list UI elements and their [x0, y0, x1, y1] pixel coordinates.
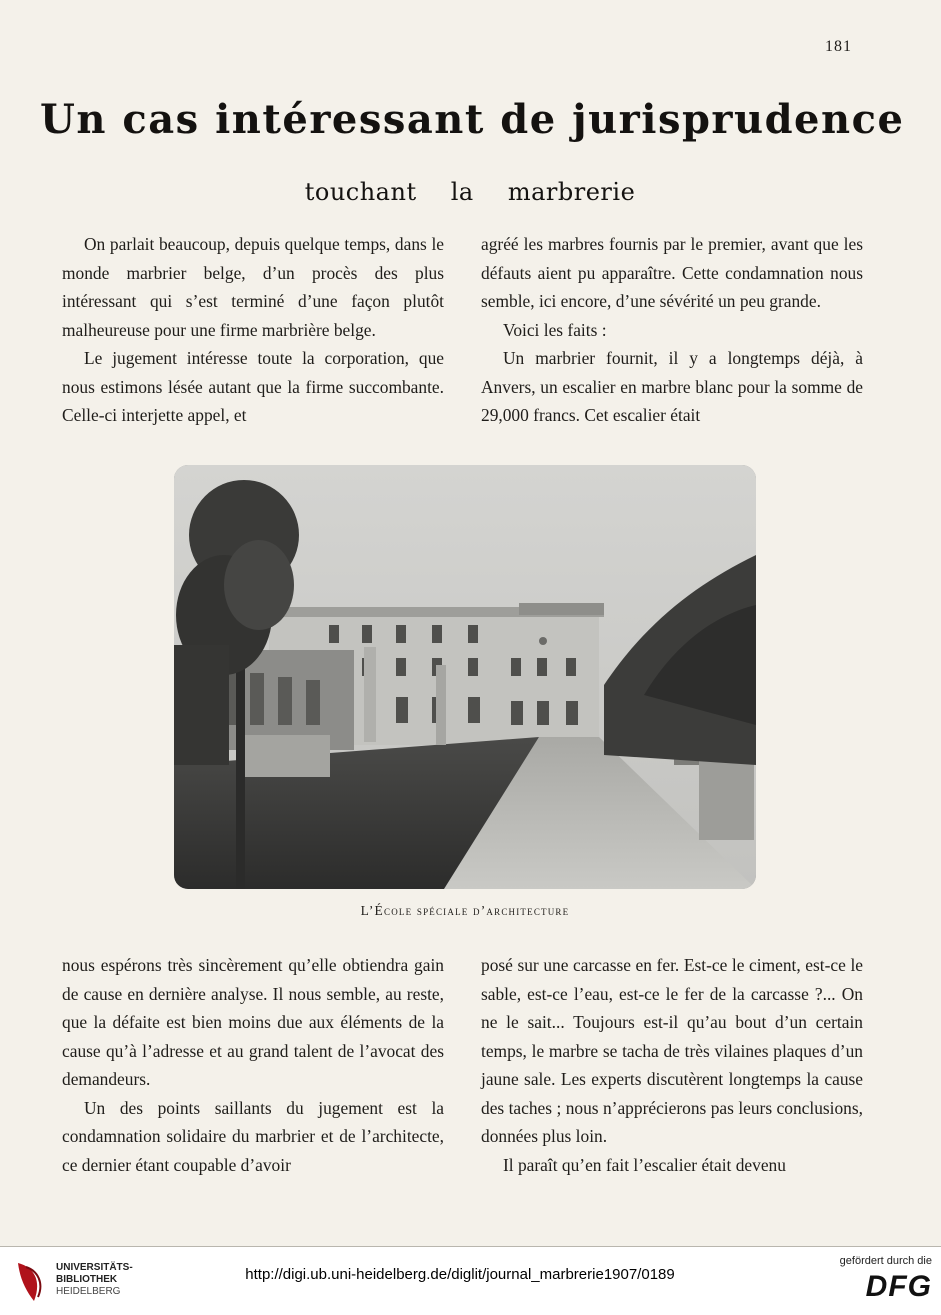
paragraph: Voici les faits :	[503, 319, 607, 340]
page-number: 181	[825, 38, 852, 55]
column-left-top	[62, 230, 444, 430]
viewer-footer	[0, 1246, 941, 1315]
paragraph: On parlait beaucoup, depuis quelque temps, dans le monde marbrier belge, d’un procès des plus intéressant qui s’est terminé d’une façon plutôt malheureuse pour une firme marbrière belge.	[62, 234, 444, 340]
paragraph: Un des points saillants du jugement est la condamnation solidaire du marbrier et de l’architecte, ce dernier étant coupable d’avoir	[62, 1097, 444, 1175]
funding-note: gefördert durch die	[839, 1255, 932, 1267]
paragraph: Le jugement intéresse toute la corporation, que nous estimons lésée autant que la firme succombante. Celle-ci interjette appel, et	[62, 348, 444, 425]
paragraph: Un marbrier fournit, il y a longtemps déjà, à Anvers, un escalier en marbre blanc pour la somme de 29,000 francs. Cet escalier était	[481, 348, 863, 425]
photo-caption: L’École spéciale d’architecture	[360, 903, 570, 918]
architecture-school-photo	[174, 465, 756, 889]
column-right-bottom	[481, 951, 863, 1179]
column-left-bottom	[62, 951, 444, 1179]
dfg-logo[interactable]: DFG	[865, 1270, 932, 1303]
library-name-line: HEIDELBERG	[56, 1286, 121, 1297]
article-title: Un cas intéressant de jurisprudence	[40, 96, 905, 143]
paragraph: agréé les marbres fournis par le premier, avant que les défauts aient pu apparaître. Cette condamnation nous semble, ici encore, d’une sévérité un peu grande.	[481, 234, 863, 311]
article-subtitle: touchant la marbrerie	[304, 178, 636, 206]
library-name-line: BIBLIOTHEK	[56, 1274, 118, 1285]
paragraph: Il paraît qu’en fait l’escalier était devenu	[503, 1154, 786, 1175]
permalink-url[interactable]: http://digi.ub.uni-heidelberg.de/diglit/journal_marbrerie1907/0189	[245, 1266, 675, 1283]
library-name[interactable]	[56, 1262, 176, 1298]
library-name-line: UNIVERSITÄTS-	[56, 1262, 133, 1273]
column-right-top	[481, 230, 863, 430]
paragraph: posé sur une carcasse en fer. Est-ce le ciment, est-ce le sable, est-ce l’eau, est-ce le fer de la carcasse ?... On ne le sait... Toujours est-il qu’au bout d’un certain temps, le marbre se tacha de très vilaines plaques d’un jaune sale. Les experts discutèrent longtemps la cause des taches ; nous n’apprécierons pas leurs conclusions, données plus loin.	[481, 955, 863, 1146]
university-library-logo-icon[interactable]	[12, 1257, 52, 1305]
paragraph: nous espérons très sincèrement qu’elle obtiendra gain de cause en dernière analyse. Il nous semble, au reste, que la défaite est bien moins due aux éléments de la cause qu’à l’adresse et au grand talent de l’avocat des demandeurs.	[62, 955, 444, 1089]
